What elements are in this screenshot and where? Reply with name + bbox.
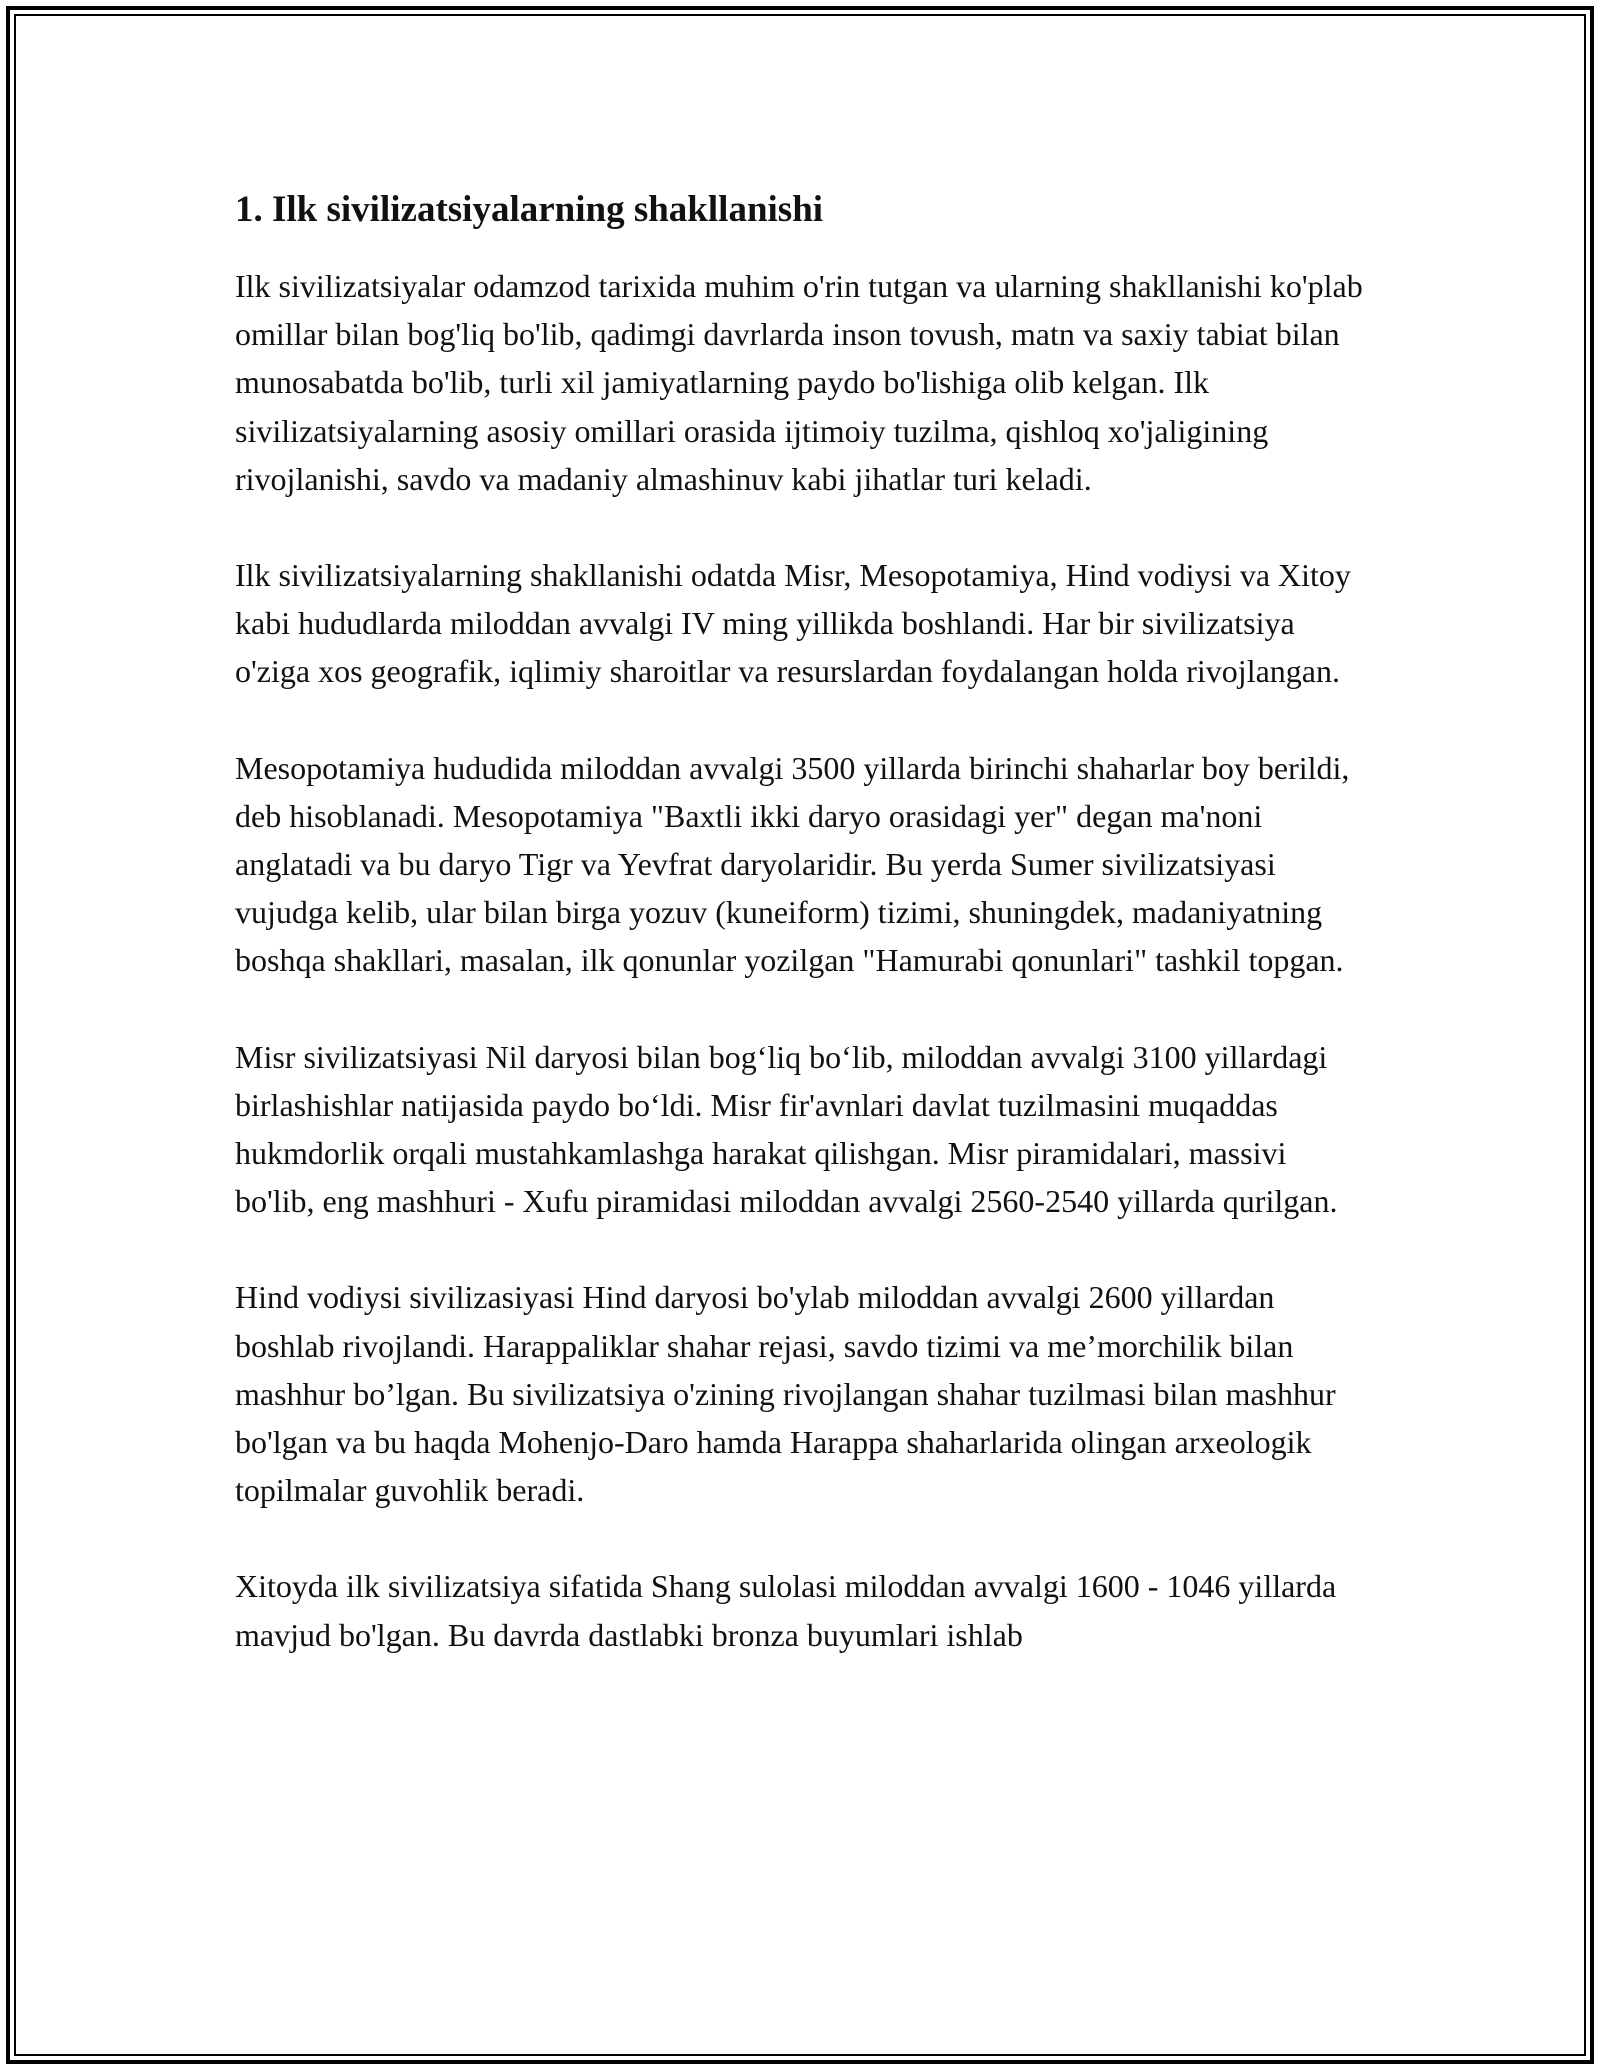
paragraph-introduction: Ilk sivilizatsiyalar odamzod tarixida muhim o'rin tutgan va ularning shakllanishi ko'plab omillar bilan bog'liq bo'lib, qadimgi davrlarda inson tovush, matn va saxiy tabiat bilan munosabatda bo'lib, turli xil jamiyatlarning paydo bo'lishiga olib kelgan. Ilk sivilizatsiyalarning asosiy omillari orasida ijtimoiy tuzilma, qishloq xo'jaligining rivojlanishi, savdo va madaniy almashinuv kabi jihatlar turi keladi. <box>235 268 1363 497</box>
paragraph-mesopotamia: Mesopotamiya hududida miloddan avvalgi 3500 yillarda birinchi shaharlar boy berildi, deb hisoblanadi. Mesopotamiya "Baxtli ikki daryo orasidagi yer" degan ma'noni anglatadi va bu daryo Tigr va Yevfrat daryolaridir. Bu yerda Sumer sivilizatsiyasi vujudga kelib, ular bilan birga yozuv (kuneiform) tizimi, shuningdek, madaniyatning boshqa shakllari, masalan, ilk qonunlar yozilgan "Hamurabi qonunlari" tashkil topgan. <box>235 749 1350 979</box>
document-body <box>235 186 1365 1707</box>
paragraph-regions: Ilk sivilizatsiyalarning shakllanishi odatda Misr, Mesopotamiya, Hind vodiysi va Xitoy kabi hududlarda miloddan avvalgi IV ming yillikda boshlandi. Har bir sivilizatsiya o'ziga xos geografik, iqlimiy sharoitlar va resurslardan foydalangan holda rivojlangan. <box>235 557 1351 690</box>
paragraph-china: Xitoyda ilk sivilizatsiya sifatida Shang sulolasi miloddan avvalgi 1600 - 1046 yillarda mavjud bo'lgan. Bu davrda dastlabki bronza buyumlari ishlab <box>235 1568 1337 1653</box>
section-heading: 1. Ilk sivilizatsiyalarning shakllanishi <box>235 189 824 230</box>
paragraph-egypt: Misr sivilizatsiyasi Nil daryosi bilan bog‘liq bo‘lib, miloddan avvalgi 3100 yillardagi birlashishlar natijasida paydo bo‘ldi. Misr fir'avnlari davlat tuzilmasini muqaddas hukmdorlik orqali mustahkamlashga harakat qilishgan. Misr piramidalari, massivi bo'lib, eng mashhuri - Xufu piramidasi miloddan avvalgi 2560-2540 yillarda qurilgan. <box>235 1038 1338 1220</box>
paragraph-indus-valley: Hind vodiysi sivilizasiyasi Hind daryosi bo'ylab miloddan avvalgi 2600 yillardan boshlab rivojlandi. Harappaliklar shahar rejasi, savdo tizimi va me’morchilik bilan mashhur bo’lgan. Bu sivilizatsiya o'zining rivojlangan shahar tuzilmasi bilan mashhur bo'lgan va bu haqda Mohenjo-Daro hamda Harappa shaharlarida olingan arxeologik topilmalar guvohlik beradi. <box>235 1279 1336 1509</box>
